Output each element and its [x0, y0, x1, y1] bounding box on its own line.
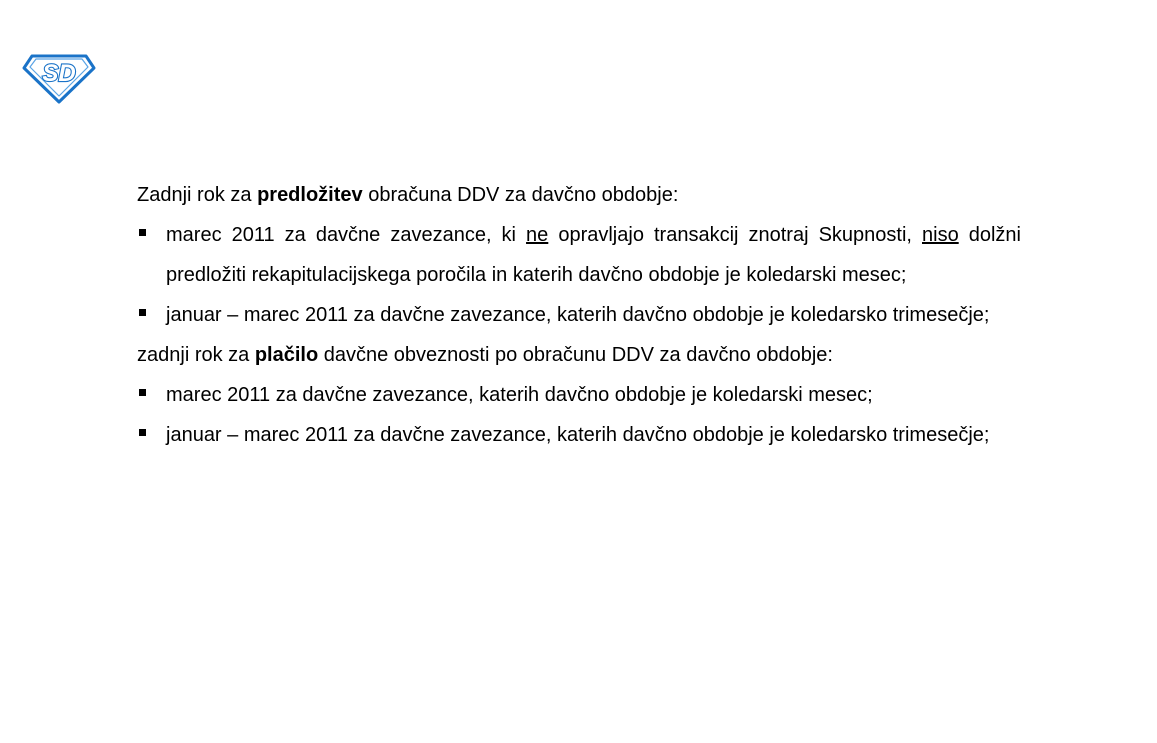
section1-item2: januar – marec 2011 za davčne zavezance, katerih davčno obdobje je koledarsko trimesečje;: [166, 304, 990, 326]
section1-intro-prefix: Zadnji rok za: [137, 184, 258, 206]
section1-intro-suffix: obračuna DDV za davčno obdobje:: [362, 184, 679, 206]
square-bullet-icon: [139, 295, 146, 335]
logo-text: SD: [42, 60, 76, 87]
section2-list: [137, 375, 1021, 455]
list-item: [137, 415, 1021, 455]
section1-item1-part3: dolžni predložiti rekapitulacijskega poročila in katerih davčno obdobje je koledarski mesec;: [166, 224, 1021, 286]
section2-intro-prefix: zadnji rok za: [137, 344, 255, 366]
list-item: [137, 375, 1021, 415]
section1-item1-part1: marec 2011 za davčne zavezance, ki: [166, 224, 527, 246]
square-bullet-icon: [139, 215, 146, 255]
section1-intro: [137, 175, 1021, 215]
document-body: [137, 175, 1021, 455]
section2-item1: marec 2011 za davčne zavezance, katerih davčno obdobje je koledarski mesec;: [166, 384, 873, 406]
section1-list: [137, 215, 1021, 335]
section1-item1-part2: opravljajo transakcij znotraj Skupnosti,: [548, 224, 922, 246]
section1-item1-underline-niso: niso: [922, 224, 959, 246]
list-item: [137, 215, 1021, 295]
section1-item1-underline-ne: ne: [526, 224, 549, 246]
square-bullet-icon: [139, 415, 146, 455]
sd-logo: [22, 50, 96, 104]
section2-intro-suffix: davčne obveznosti po obračunu DDV za davčno obdobje:: [318, 344, 833, 366]
section2-item2: januar – marec 2011 za davčne zavezance, katerih davčno obdobje je koledarsko trimesečje;: [166, 424, 990, 446]
section1-intro-bold: predložitev: [257, 184, 363, 206]
section2-intro: [137, 335, 1021, 375]
section2-intro-bold: plačilo: [254, 344, 319, 366]
shield-logo-icon: [24, 56, 94, 102]
square-bullet-icon: [139, 375, 146, 415]
list-item: [137, 295, 1021, 335]
